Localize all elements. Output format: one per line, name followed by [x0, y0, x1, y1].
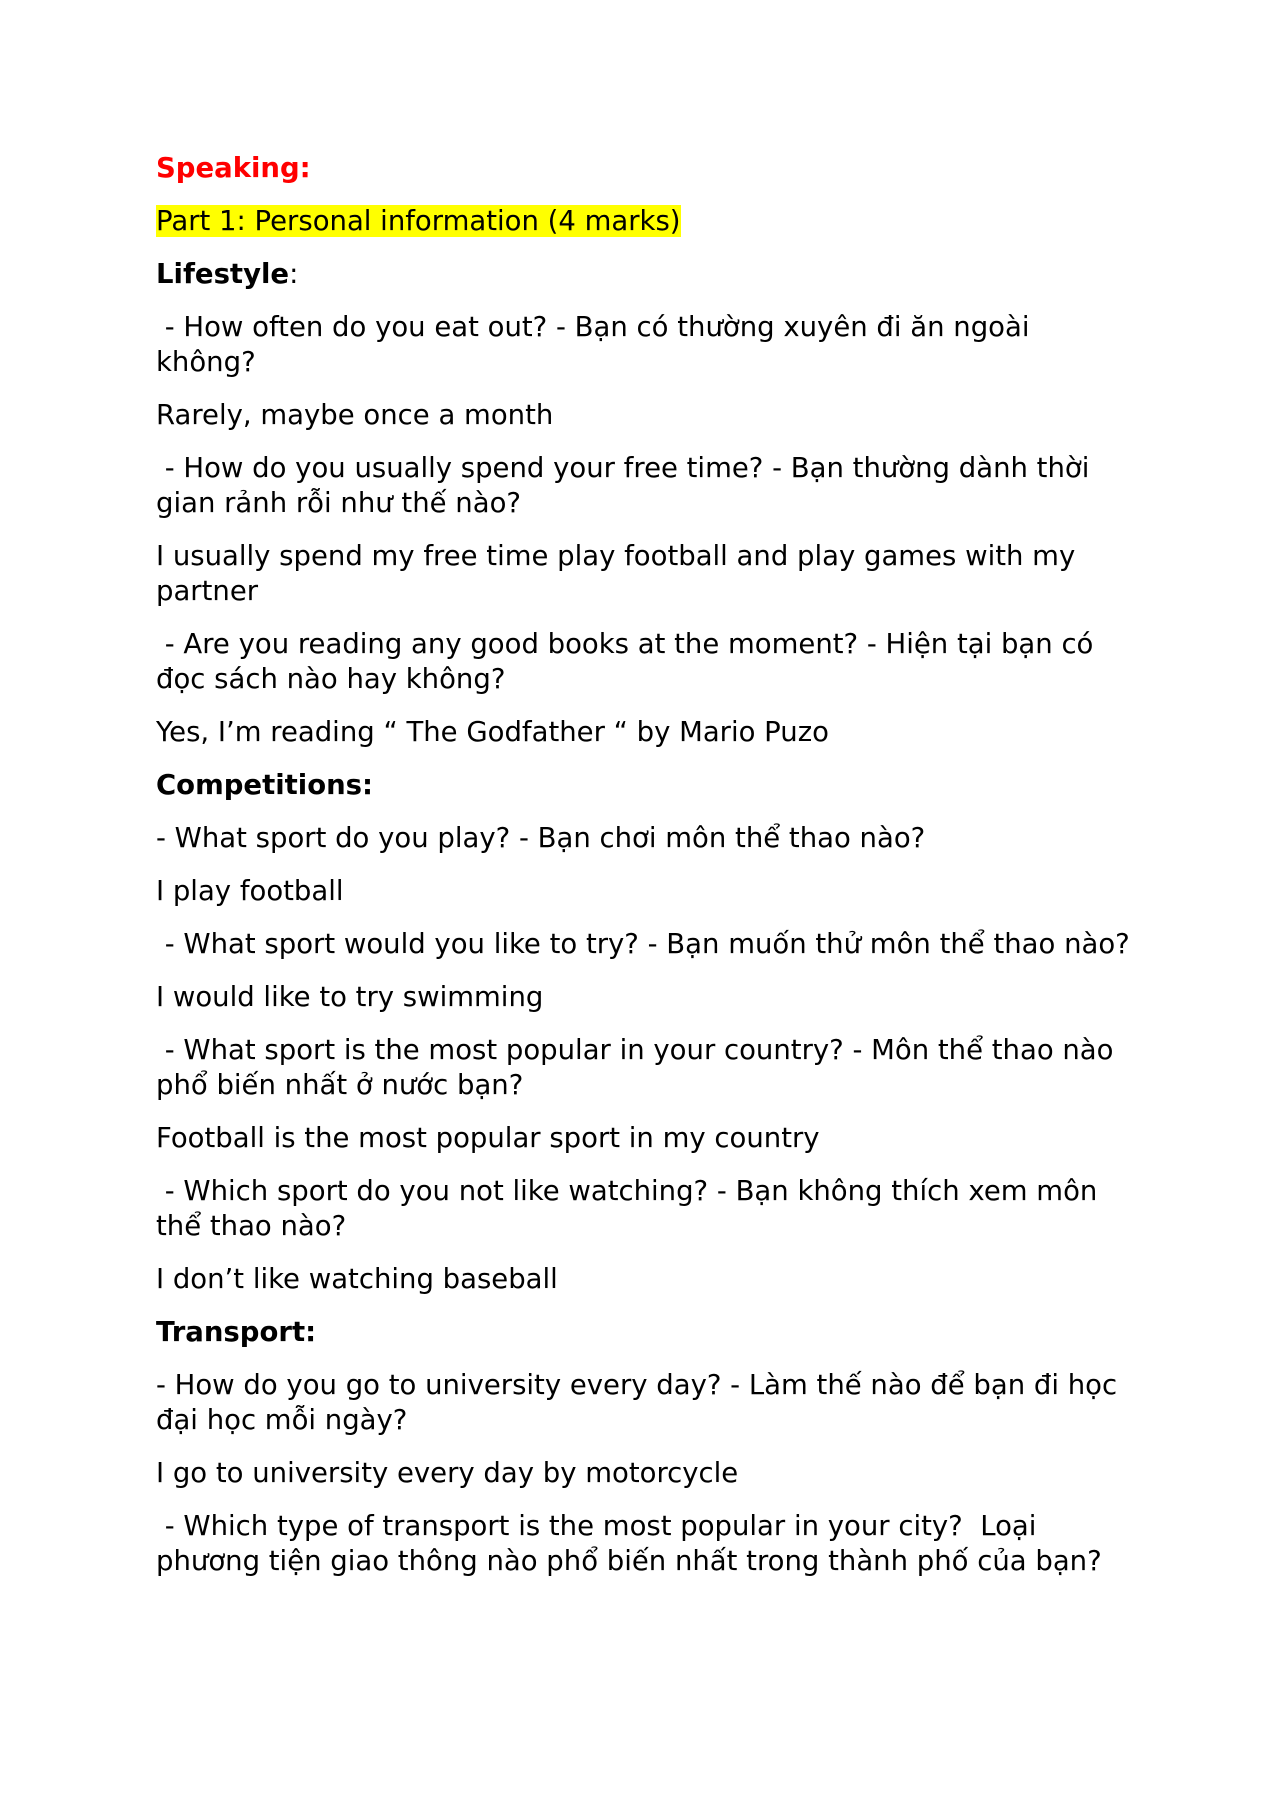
answer: Rarely, maybe once a month [156, 399, 554, 431]
section-heading-lifestyle [156, 257, 1136, 292]
question: - What sport would you like to try? - Bạn muốn thử môn thể thao nào? [156, 928, 1130, 960]
question: - How often do you eat out? - Bạn có thường xuyên đi ăn ngoài không? [156, 311, 1039, 378]
question: - What sport do you play? - Bạn chơi môn thể thao nào? [156, 822, 926, 854]
question: - How do you go to university every day? - Làm thế nào để bạn đi học đại học mỗi ngày? [156, 1369, 1126, 1436]
answer: Yes, I’m reading “ The Godfather “ by Mario Puzo [156, 716, 829, 748]
part-heading: Part 1: Personal information (4 marks) [156, 205, 681, 237]
answer: I play football [156, 875, 344, 907]
answer: I usually spend my free time play football and play games with my partner [156, 540, 1084, 607]
answer: I don’t like watching baseball [156, 1263, 558, 1295]
question: - Which type of transport is the most popular in your city? Loại phương tiện giao thông nào phổ biến nhất trong thành phố của bạn? [156, 1510, 1102, 1577]
question: - How do you usually spend your free time? - Bạn thường dành thời gian rảnh rỗi như thế nào? [156, 452, 1099, 519]
part-heading-paragraph [156, 204, 1136, 239]
section-heading-competitions: Competitions: [156, 769, 374, 801]
section-heading-colon: : [289, 258, 299, 290]
document-content [156, 151, 1136, 1597]
section-heading-transport: Transport: [156, 1316, 317, 1348]
answer: I go to university every day by motorcycle [156, 1457, 739, 1489]
document-title: Speaking: [156, 152, 311, 184]
question: - What sport is the most popular in your country? - Môn thể thao nào phổ biến nhất ở nước bạn? [156, 1034, 1123, 1101]
question: - Which sport do you not like watching? - Bạn không thích xem môn thể thao nào? [156, 1175, 1107, 1242]
question: - Are you reading any good books at the moment? - Hiện tại bạn có đọc sách nào hay không? [156, 628, 1103, 695]
section-heading-text: Lifestyle [156, 258, 290, 290]
answer: Football is the most popular sport in my country [156, 1122, 820, 1154]
answer: I would like to try swimming [156, 981, 544, 1013]
